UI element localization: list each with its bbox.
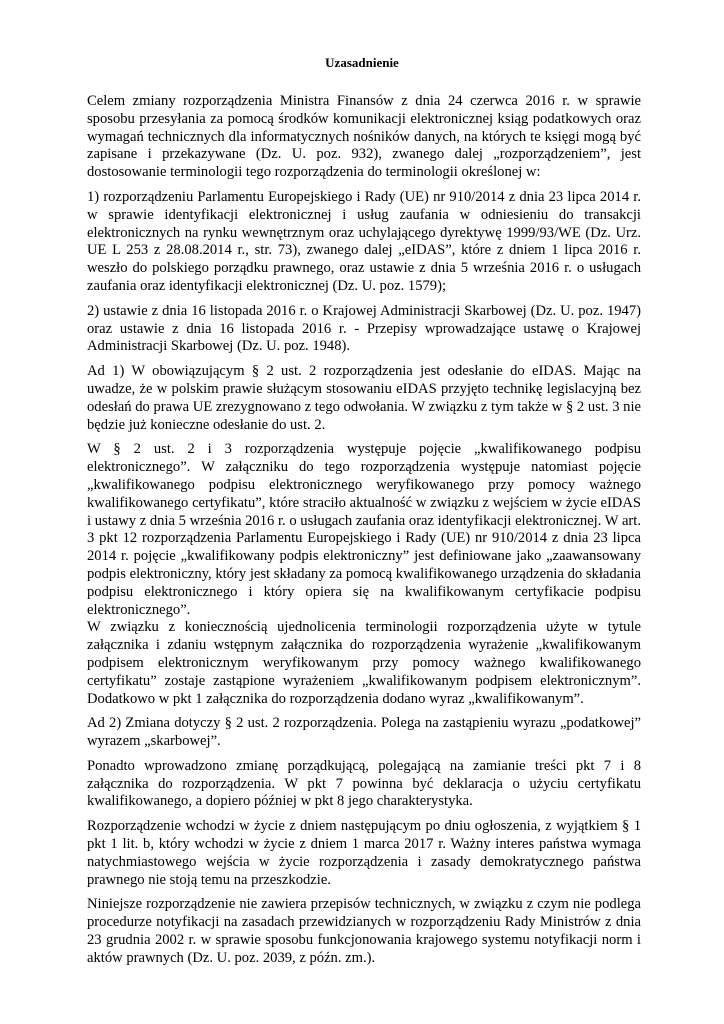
- paragraph-unification: W związku z koniecznością ujednolicenia terminologii rozporządzenia użyte w tytule załącznika i zdaniu wstępnym załącznika do rozporządzenia wyrażenie „kwalifikowanym podpisem elektronicznym weryfikowanym przy pomocy ważnego kwalifikowanego certyfikatu” zostaje zastąpione wyrażeniem „kwalifikowanym podpisem elektronicznym”. Dodatkowo w pkt 1 załącznika do rozporządzenia dodano wyraz „kwalifikowanym”.: [87, 619, 641, 707]
- paragraph-point-1: 1) rozporządzeniu Parlamentu Europejskiego i Rady (UE) nr 910/2014 z dnia 23 lipca 2014 r. w sprawie identyfikacji elektronicznej i usług zaufania w odniesieniu do transakcji elektronicznych na rynku wewnętrznym oraz uchylającego dyrektywę 1999/93/WE (Dz. Urz. UE L 253 z 28.08.2014 r., str. 73), zwanego dalej „eIDAS”, które z dniem 1 lipca 2016 r. weszło do polskiego porządku prawnego, oraz ustawie z dnia 5 września 2016 r. o usługach zaufania oraz identyfikacji elektronicznej (Dz. U. poz. 1579);: [87, 188, 641, 294]
- document-body: [87, 93, 641, 975]
- paragraph-notification: Niniejsze rozporządzenie nie zawiera przepisów technicznych, w związku z czym nie podlega procedurze notyfikacji na zasadach przewidzianych w rozporządzeniu Rady Ministrów z dnia 23 grudnia 2002 r. w sprawie sposobu funkcjonowania krajowego systemu notyfikacji norm i aktów prawnych (Dz. U. poz. 2039, z późn. zm.).: [87, 896, 641, 966]
- paragraph-ad-1: Ad 1) W obowiązującym § 2 ust. 2 rozporządzenia jest odesłanie do eIDAS. Mając na uwadze, że w polskim prawie służącym stosowaniu eIDAS przyjęto technikę legislacyjną bez odesłań do prawa UE zrezygnowano z tego odwołania. W związku z tym także w § 2 ust. 3 nie będzie już konieczne odesłanie do ust. 2.: [87, 363, 641, 433]
- paragraph-point-2: 2) ustawie z dnia 16 listopada 2016 r. o Krajowej Administracji Skarbowej (Dz. U. poz. 1947) oraz ustawie z dnia 16 listopada 2016 r. - Przepisy wprowadzające ustawę o Krajowej Administracji Skarbowej (Dz. U. poz. 1948).: [87, 302, 641, 355]
- paragraph-ad-2: Ad 2) Zmiana dotyczy § 2 ust. 2 rozporządzenia. Polega na zastąpieniu wyrazu „podatkowej” wyrazem „skarbowej”.: [87, 715, 641, 750]
- paragraph-intro: Celem zmiany rozporządzenia Ministra Finansów z dnia 24 czerwca 2016 r. w sprawie sposobu przesyłania za pomocą środków komunikacji elektronicznej ksiąg podatkowych oraz wymagań technicznych dla informatycznych nośników danych, na których te księgi mogą być zapisane i przekazywane (Dz. U. poz. 932), zwanego dalej „rozporządzeniem”, jest dostosowanie terminologii tego rozporządzenia do terminologii określonej w:: [87, 93, 641, 181]
- paragraph-terminology: W § 2 ust. 2 i 3 rozporządzenia występuje pojęcie „kwalifikowanego podpisu elektronicznego”. W załączniku do tego rozporządzenia występuje natomiast pojęcie „kwalifikowanego podpisu elektronicznego weryfikowanego przy pomocy ważnego kwalifikowanego certyfikatu”, które straciło aktualność w związku z wejściem w życie eIDAS i ustawy z dnia 5 września 2016 r. o usługach zaufania oraz identyfikacji elektronicznej. W art. 3 pkt 12 rozporządzenia Parlamentu Europejskiego i Rady (UE) nr 910/2014 z dnia 23 lipca 2014 r. pojęcie „kwalifikowany podpis elektroniczny” jest definiowane jako „zaawansowany podpis elektroniczny, który jest składany za pomocą kwalifikowanego urządzenia do składania podpisu elektronicznego i który opiera się na kwalifikowanym certyfikacie podpisu elektronicznego”.: [87, 441, 641, 618]
- paragraph-entry-into-force: Rozporządzenie wchodzi w życie z dniem następującym po dniu ogłoszenia, z wyjątkiem § 1 pkt 1 lit. b, który wchodzi w życie z dniem 1 marca 2017 r. Ważny interes państwa wymaga natychmiastowego wejścia w życie rozporządzenia i zasady demokratycznego państwa prawnego nie stoją temu na przeszkodzie.: [87, 818, 641, 888]
- paragraph-ordering-change: Ponadto wprowadzono zmianę porządkującą, polegającą na zamianie treści pkt 7 i 8 załącznika do rozporządzenia. W pkt 7 powinna być deklaracja o użyciu certyfikatu kwalifikowanego, a dopiero później w pkt 8 jego charakterystyka.: [87, 757, 641, 810]
- document-title: Uzasadnienie: [325, 55, 399, 70]
